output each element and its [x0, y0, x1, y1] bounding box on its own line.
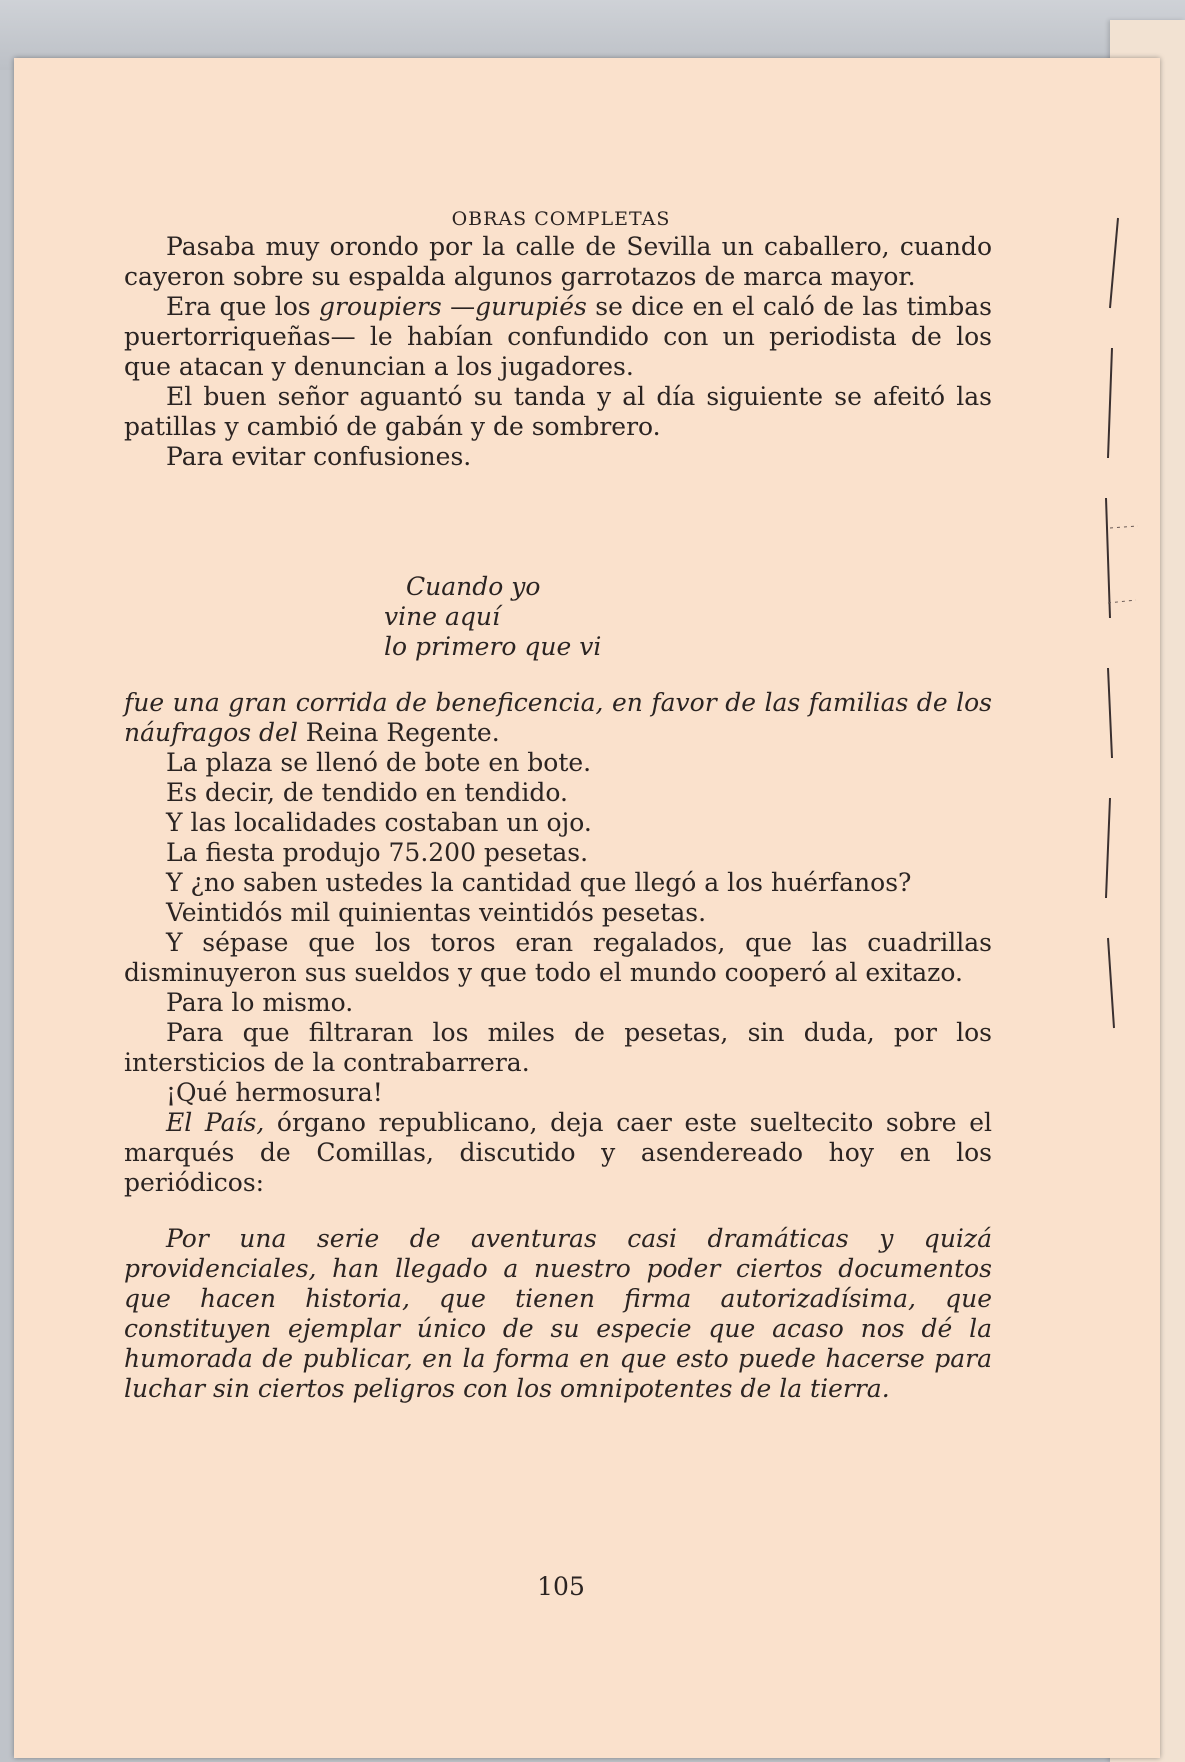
italic-term: groupiers: [319, 292, 442, 321]
paragraph: Para lo mismo.: [166, 988, 354, 1017]
paragraph: Pasaba muy orondo por la calle de Sevilla un caballero, cuando cayeron sobre su espalda algunos garrotazos de marca mayor.: [124, 232, 992, 291]
quoted-article: [124, 1224, 992, 1404]
paragraph: ¡Qué hermosura!: [166, 1078, 383, 1107]
verse-block: [384, 572, 602, 662]
paragraph: Para que filtraran los miles de pesetas, sin duda, por los intersticios de la contrabarrera.: [124, 1018, 992, 1077]
paragraph: Y sépase que los toros eran regalados, que las cuadrillas disminuyeron sus sueldos y que todo el mundo cooperó al exitazo.: [124, 928, 992, 987]
paragraph: Y ¿no saben ustedes la cantidad que llegó a los huérfanos?: [166, 868, 912, 897]
italic-term: gurupiés: [475, 292, 587, 321]
paragraph: La fiesta produjo 75.200 pesetas.: [166, 838, 589, 867]
paragraph: Y las localidades costaban un ojo.: [166, 808, 592, 837]
running-header: OBRAS COMPLETAS: [451, 208, 671, 230]
paragraph: Era que los groupiers —gurupiés se dice en el caló de las timbas puertorriqueñas— le habían confundido con un periodista de los que atacan y denuncian a los jugadores.: [124, 292, 992, 381]
paragraph: Es decir, de tendido en tendido.: [166, 778, 568, 807]
section-sevilla-anecdote: [124, 232, 992, 472]
paragraph: Veintidós mil quinientas veintidós pesetas.: [166, 898, 707, 927]
section-el-pais: [124, 1108, 992, 1198]
verse-line: Cuando yo: [406, 572, 541, 601]
section-bullfight: [124, 688, 992, 1108]
verse-line: lo primero que vi: [384, 632, 602, 661]
paragraph: fue una gran corrida de beneficencia, en favor de las familias de los náufragos del Reina Regente.: [124, 688, 992, 747]
page-number: 105: [537, 1572, 585, 1601]
paragraph: Para evitar confusiones.: [166, 442, 472, 471]
paragraph: El País, órgano republicano, deja caer este sueltecito sobre el marqués de Comillas, discutido y asendereado hoy en los periódicos:: [124, 1108, 992, 1197]
newspaper-name: El País,: [166, 1108, 265, 1137]
paragraph: El buen señor aguantó su tanda y al día siguiente se afeitó las patillas y cambió de gabán y de sombrero.: [124, 382, 992, 441]
verse-line: vine aquí: [384, 602, 500, 631]
paragraph: La plaza se llenó de bote en bote.: [166, 748, 592, 777]
ship-name: Reina Regente.: [305, 718, 500, 747]
quote-paragraph: Por una serie de aventuras casi dramáticas y quizá providenciales, han llegado a nuestro poder ciertos documentos que hacen historia, que tienen firma autorizadísima, que constituyen ejemplar único de su especie que acaso nos dé la humorada de publicar, en la forma en que esto puede hacerse para luchar sin ciertos peligros con los omnipotentes de la tierra.: [124, 1224, 992, 1403]
torn-edge-marks: [1088, 198, 1148, 1038]
book-page: [14, 58, 1160, 1758]
